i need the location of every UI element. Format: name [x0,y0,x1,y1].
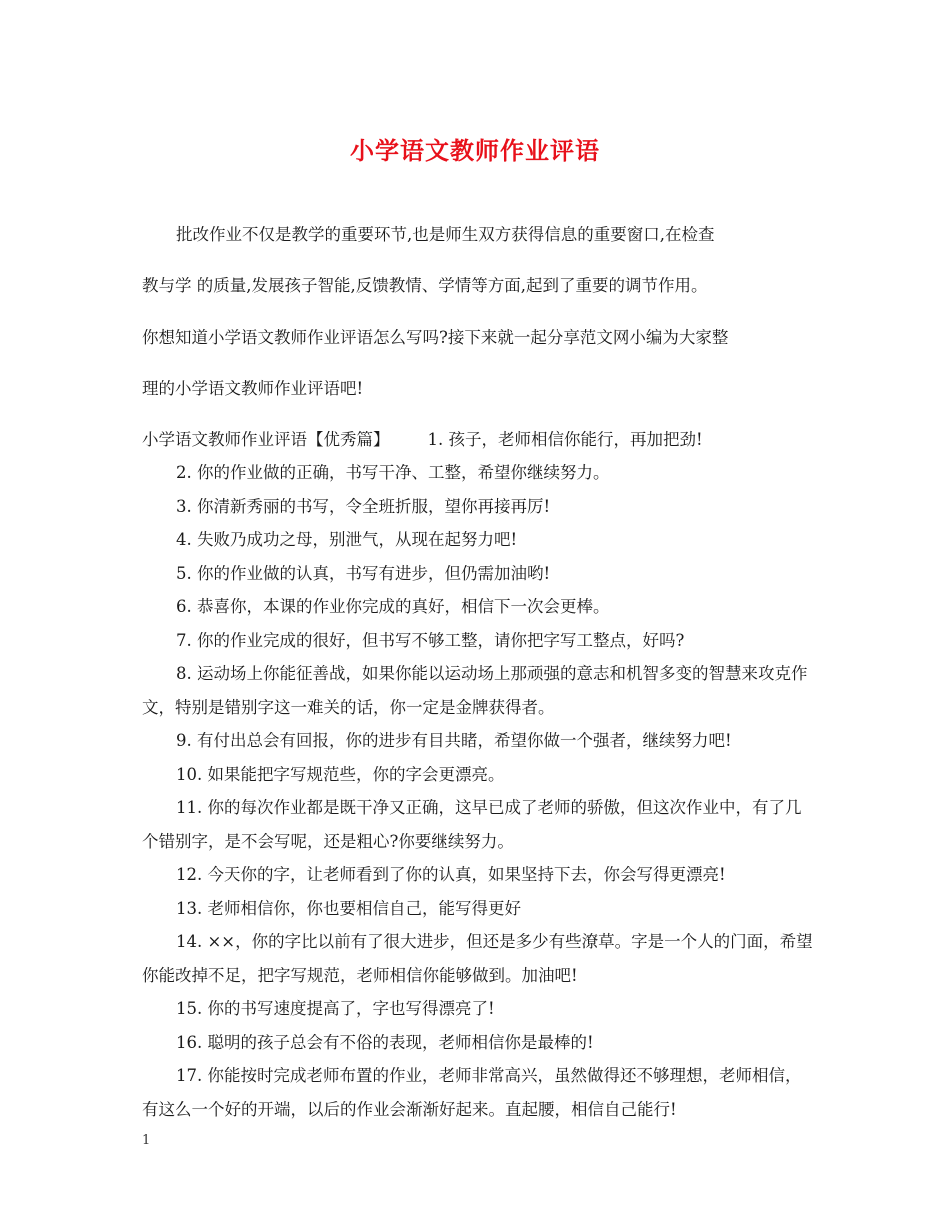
list-item: 6. 恭喜你，本课的作业你完成的真好，相信下一次会更棒。 [176,597,610,616]
intro-line-1: 批改作业不仅是教学的重要环节,也是师生双方获得信息的重要窗口,在检查 [176,224,715,244]
list-item: 15. 你的书写速度提高了，字也写得漂亮了! [176,999,495,1018]
list-item: 16. 聪明的孩子总会有不俗的表现，老师相信你是最棒的! [176,1032,594,1052]
list-item: 17. 你能按时完成老师布置的作业，老师非常高兴，虽然做得还不够理想，老师相信，有这么一个好的开端，以后的作业会渐渐好起来。直起腰，相信自己能行! [142,1066,802,1119]
list-item: 5. 你的作业做的认真，书写有进步，但仍需加油哟! [176,563,551,583]
page-number: 1 [142,1133,151,1148]
list-item: 7. 你的作业完成的很好，但书写不够工整，请你把字写工整点，好吗? [176,630,685,650]
document-body [142,200,814,1126]
list-item: 14. ××，你的字比以前有了很大进步，但还是多少有些潦草。字是一个人的门面，希望你能改掉不足，把字写规范，老师相信你能够做到。加油吧! [142,932,813,985]
document-title: 小学语文教师作业评语 [350,136,600,165]
section-heading: 小学语文教师作业评语【优秀篇】 [142,429,390,449]
list-item: 2. 你的作业做的正确，书写干净、工整，希望你继续努力。 [176,463,610,482]
list-item: 8. 运动场上你能征善战，如果你能以运动场上那顽强的意志和机智多变的智慧来攻克作文，特别是错别字这一难关的话，你一定是金牌获得者。 [142,664,808,717]
list-item: 12. 今天你的字，让老师看到了你的认真，如果坚持下去，你会写得更漂亮! [176,865,726,884]
list-item: 4. 失败乃成功之母，别泄气，从现在起努力吧! [176,530,518,549]
list-item: 11. 你的每次作业都是既干净又正确，这早已成了老师的骄傲，但这次作业中，有了几个错别字，是不会写呢，还是粗心?你要继续努力。 [142,798,802,851]
list-item: 10. 如果能把字写规范些，你的字会更漂亮。 [176,764,505,784]
list-item: 9. 有付出总会有回报，你的进步有目共睹，希望你做一个强者，继续努力吧! [176,731,732,750]
section-heading-line [142,423,814,457]
intro-line-4: 理的小学语文教师作业评语吧! [142,379,364,398]
list-item: 1. 孩子，老师相信你能行，再加把劲! [427,429,703,449]
intro-line-2: 教与学 的质量,发展孩子智能,反馈教情、学情等方面,起到了重要的调节作用。 [142,276,708,295]
list-item: 3. 你清新秀丽的书写，令全班折服，望你再接再厉! [176,496,551,516]
intro-line-3: 你想知道小学语文教师作业评语怎么写吗?接下来就一起分享范文网小编为大家整 [142,327,729,347]
list-item: 13. 老师相信你，你也要相信自己，能写得更好 [176,898,521,918]
